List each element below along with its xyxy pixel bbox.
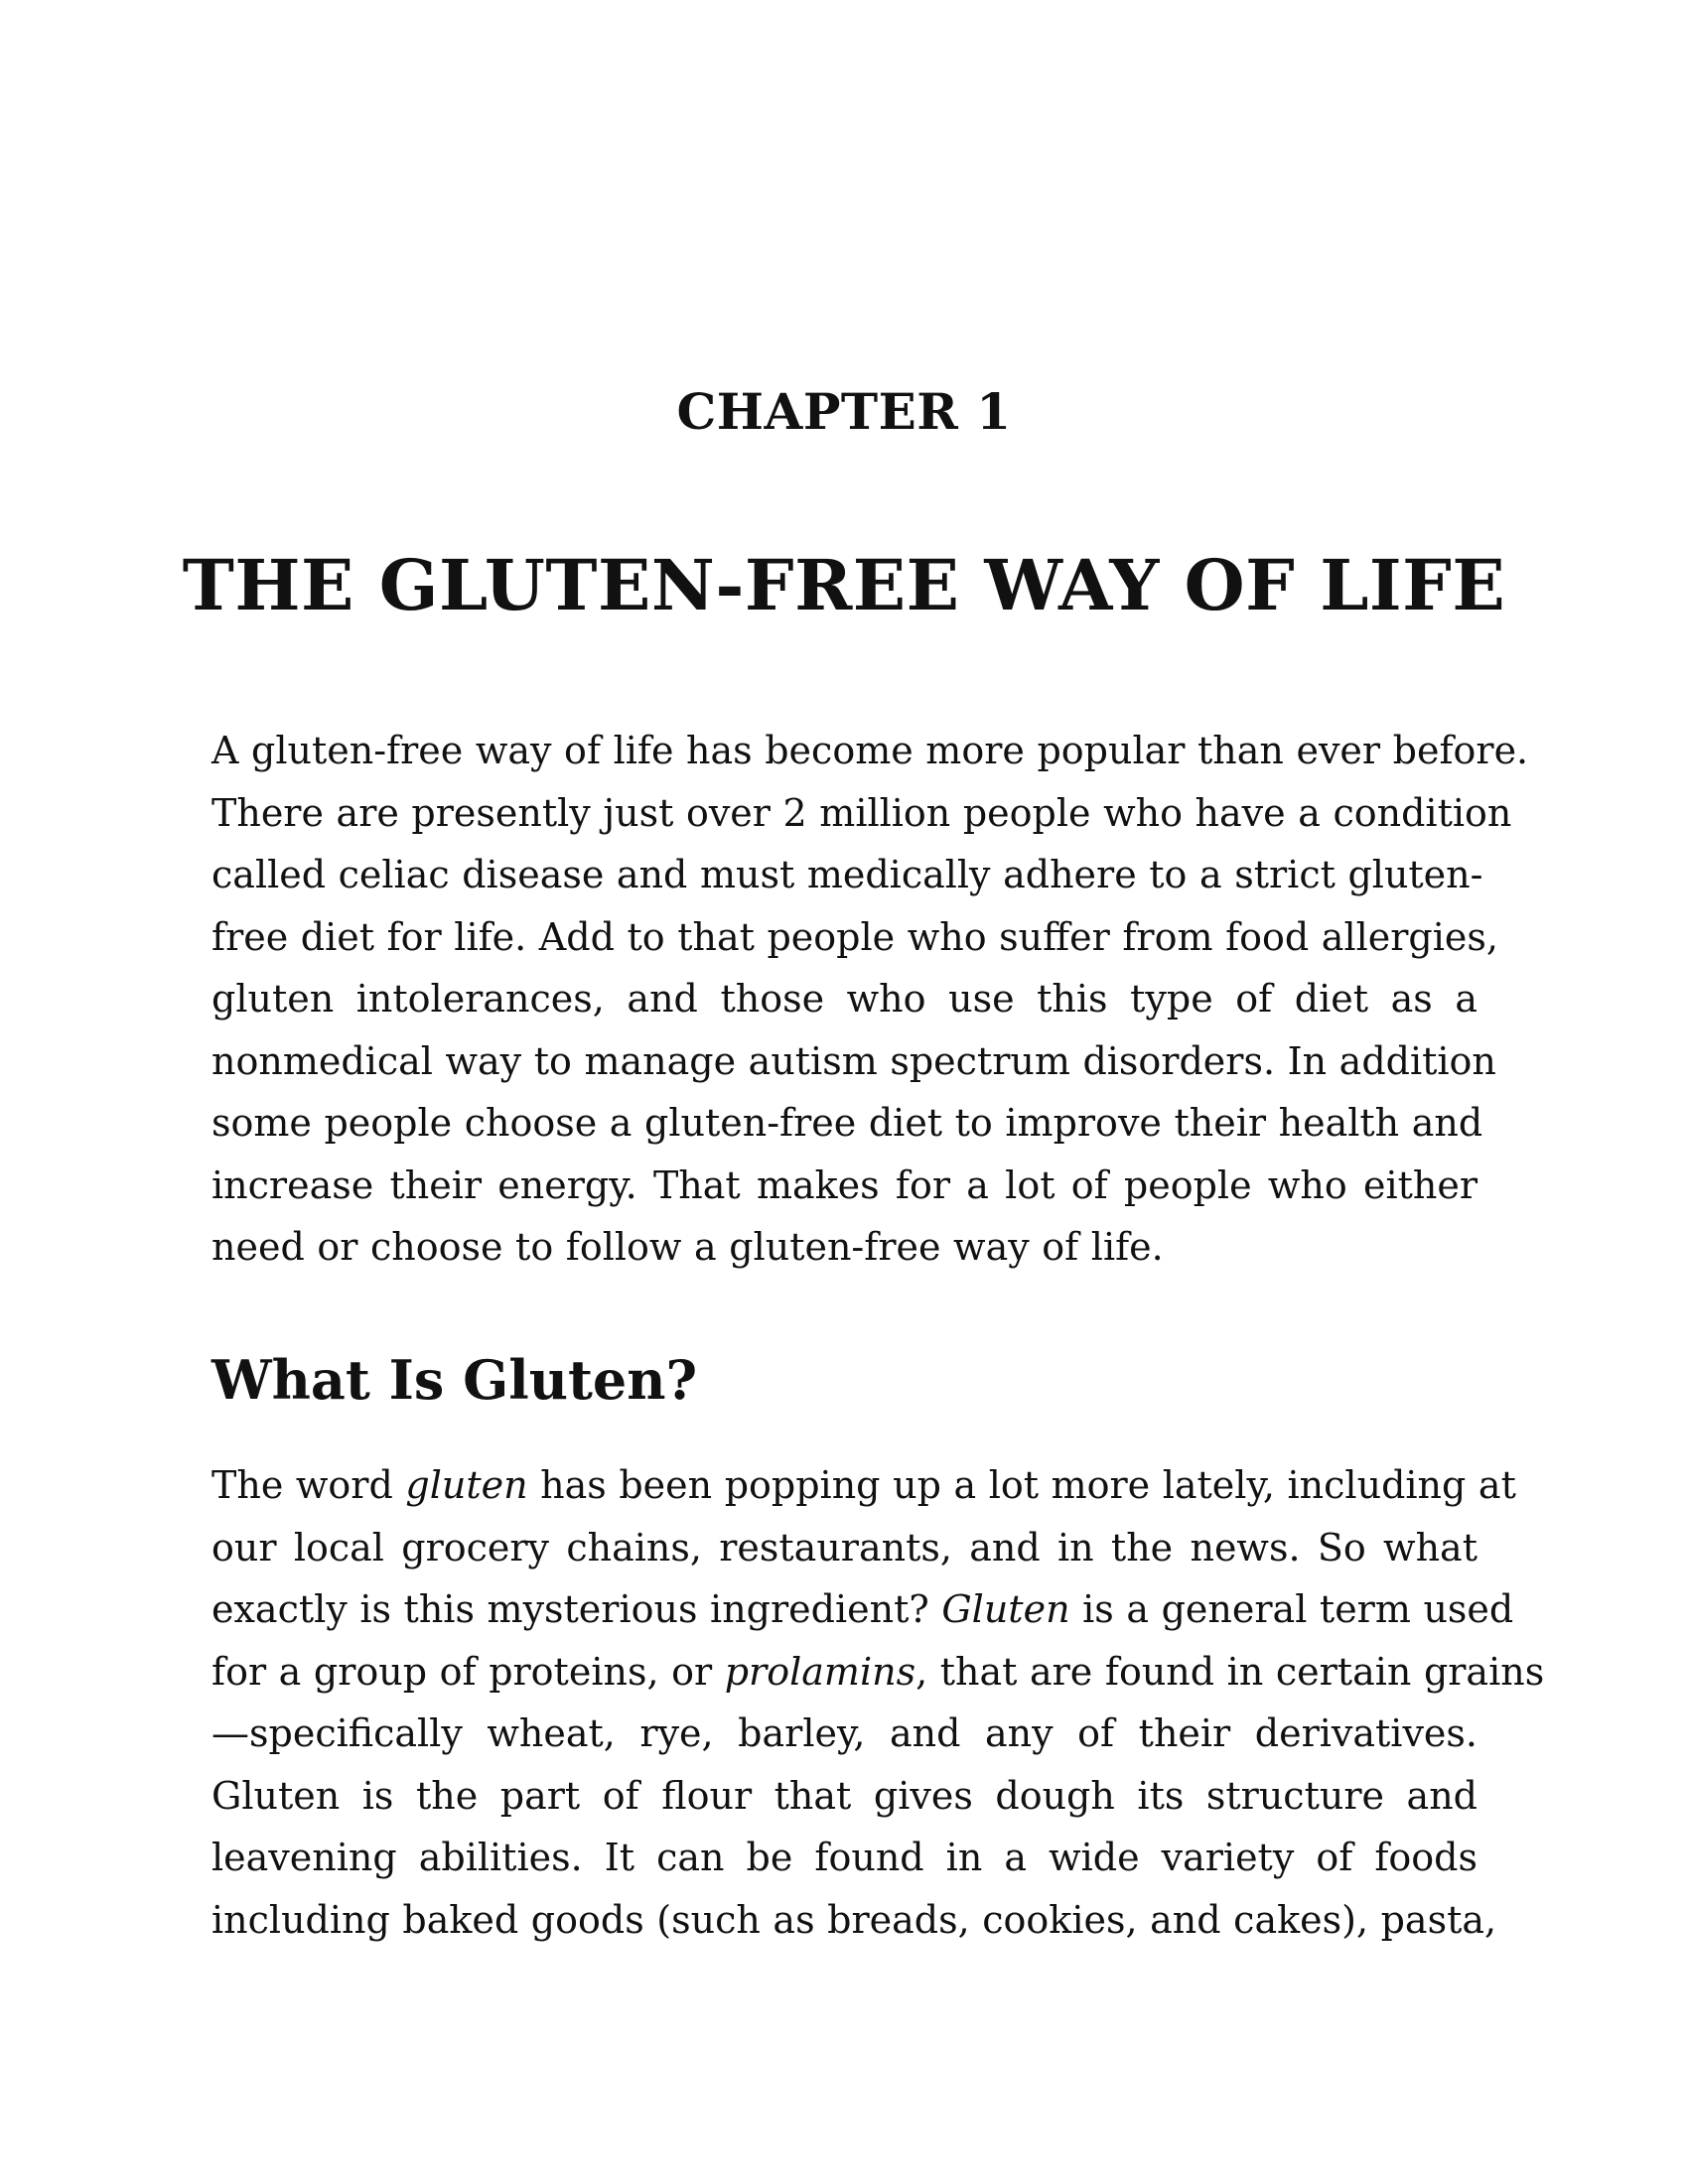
intro-line: nonmedical way to manage autism spectrum disorders. In addition [211,1038,1496,1083]
section-paragraph [211,1454,1545,1951]
section-line: our local grocery chains, restaurants, and in the news. So what [211,1525,1477,1570]
intro-line: increase their energy. That makes for a lot of people who either [211,1162,1477,1207]
intro-line: some people choose a gluten-free diet to improve their health and [211,1101,1483,1145]
intro-line: called celiac disease and must medically adhere to a strict gluten- [211,853,1483,896]
text-run: is a general term used [1069,1587,1514,1631]
intro-paragraph [211,720,1529,1279]
italic-term: gluten [405,1463,528,1507]
section-line: Gluten is the part of flour that gives dough its structure and [211,1773,1477,1818]
chapter-title: THE GLUTEN-FREE WAY OF LIFE [182,544,1506,626]
section-heading: What Is Gluten? [211,1348,698,1412]
section-line: —specifically wheat, rye, barley, and any of their derivatives. [211,1711,1477,1755]
text-run: exactly is this mysterious ingredient? [211,1587,942,1631]
section-line: including baked goods (such as breads, cookies, and cakes), pasta, [211,1897,1497,1942]
text-run: has been popping up a lot more lately, including at [527,1463,1516,1507]
text-run: for a group of proteins, or [211,1649,725,1694]
section-line [211,1641,1545,1704]
italic-term: Gluten [941,1587,1070,1631]
section-line: leavening abilities. It can be found in a wide variety of foods [211,1836,1477,1879]
text-run: , that are found in certain grains [915,1649,1545,1694]
section-line [211,1454,1516,1517]
italic-term: prolamins [724,1649,916,1694]
section-line [211,1578,1514,1641]
chapter-label: CHAPTER 1 [676,382,1012,441]
intro-line: gluten intolerances, and those who use this type of diet as a [211,977,1477,1021]
intro-line: A gluten-free way of life has become more popular than ever before. [211,729,1529,772]
text-run: The word [211,1463,406,1507]
intro-line: free diet for life. Add to that people who suffer from food allergies, [211,914,1498,959]
intro-line: There are presently just over 2 million people who have a condition [211,790,1512,835]
intro-line: need or choose to follow a gluten-free way of life. [211,1225,1164,1269]
